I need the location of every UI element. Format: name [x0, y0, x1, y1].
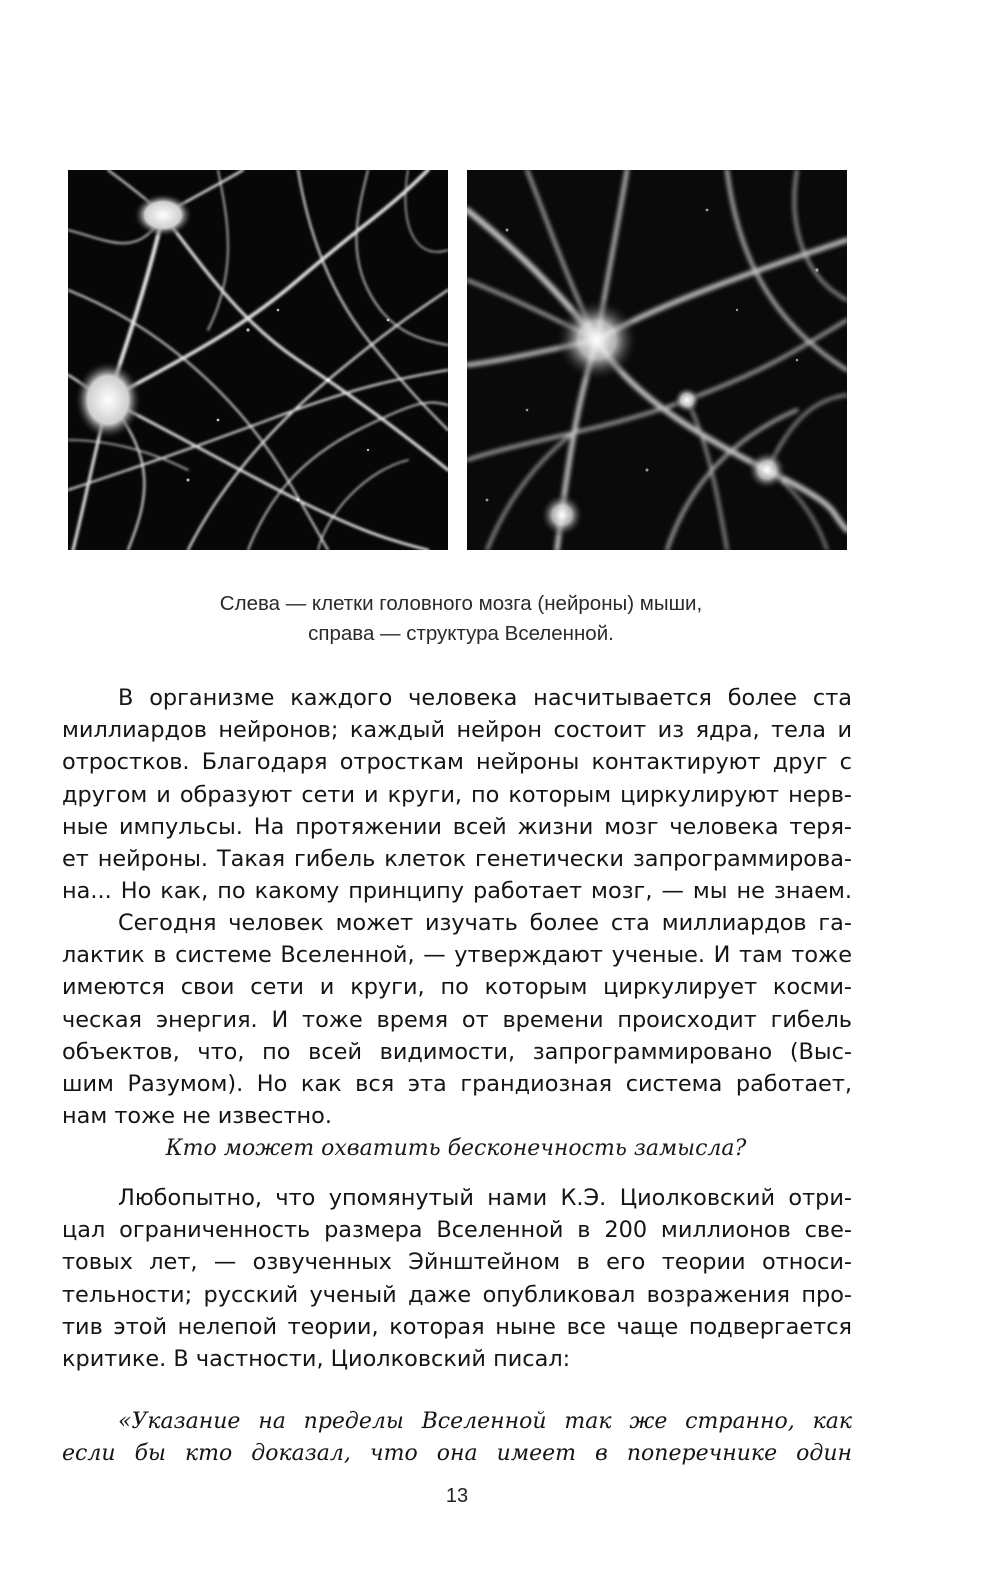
- text-line: шим Разумом). Но как вся эта грандиозная система работает,: [62, 1070, 852, 1097]
- paragraph-1: [62, 682, 852, 907]
- neuron-micrograph-image: [68, 170, 448, 550]
- text-line: ные импульсы. На протяжении всей жизни мозг человека теря-: [62, 813, 852, 840]
- text-line: «Указание на пределы Вселенной так же странно, как: [118, 1409, 852, 1434]
- text-line: тельности; русский ученый даже опубликовал возражения про-: [62, 1281, 852, 1308]
- figure-caption-line-2: справа — структура Вселенной.: [308, 622, 614, 645]
- text-line: имеются свои сети и круги, по которым циркулирует косми-: [62, 974, 852, 1001]
- cosmic-web-simulation-image: [467, 170, 847, 550]
- text-line: лактик в системе Вселенной, — утверждают ученые. И там тоже: [62, 942, 852, 969]
- text-line: миллиардов нейронов; каждый нейрон состоит из ядра, тела и: [62, 717, 852, 744]
- text-line: ет нейроны. Такая гибель клеток генетически запрограммирова-: [62, 845, 852, 872]
- paragraph-2: [62, 907, 852, 1132]
- paragraph-3: [62, 1182, 852, 1375]
- text-line: другом и образуют сети и круги, по которым циркулируют нерв-: [62, 781, 852, 808]
- text-line: Любопытно, что упомянутый нами К.Э. Циолковский отри-: [118, 1185, 852, 1211]
- section-heading: Кто может охватить бесконечность замысла?: [165, 1136, 747, 1161]
- text-line: Сегодня человек может изучать более ста миллиардов га-: [118, 910, 852, 936]
- text-line: если бы кто доказал, что она имеет в поперечнике один: [62, 1441, 852, 1467]
- text-line: отростков. Благодаря отросткам нейроны контактируют друг с: [62, 749, 852, 776]
- text-line: объектов, что, по всей видимости, запрограммировано (Выс-: [62, 1038, 852, 1065]
- text-line: нам тоже не известно.: [62, 1103, 332, 1130]
- text-line: критике. В частности, Циолковский писал:: [62, 1345, 571, 1372]
- quotation: [62, 1406, 852, 1470]
- page-number: 13: [445, 1485, 469, 1507]
- text-line: товых лет, — озвученных Эйнштейном в его теории относи-: [62, 1249, 852, 1276]
- figure-caption-line-1: Слева — клетки головного мозга (нейроны) мыши,: [219, 592, 703, 615]
- text-line: ческая энергия. И тоже время от времени происходит гибель: [62, 1006, 852, 1033]
- text-line: цал ограниченность размера Вселенной в 200 миллионов све-: [62, 1217, 852, 1244]
- text-line: тив этой нелепой теории, которая ныне все чаще подвергается: [62, 1313, 852, 1340]
- text-line: В организме каждого человека насчитывается более ста: [118, 685, 852, 711]
- text-line: на... Но как, по какому принципу работает мозг, — мы не знаем.: [62, 878, 852, 905]
